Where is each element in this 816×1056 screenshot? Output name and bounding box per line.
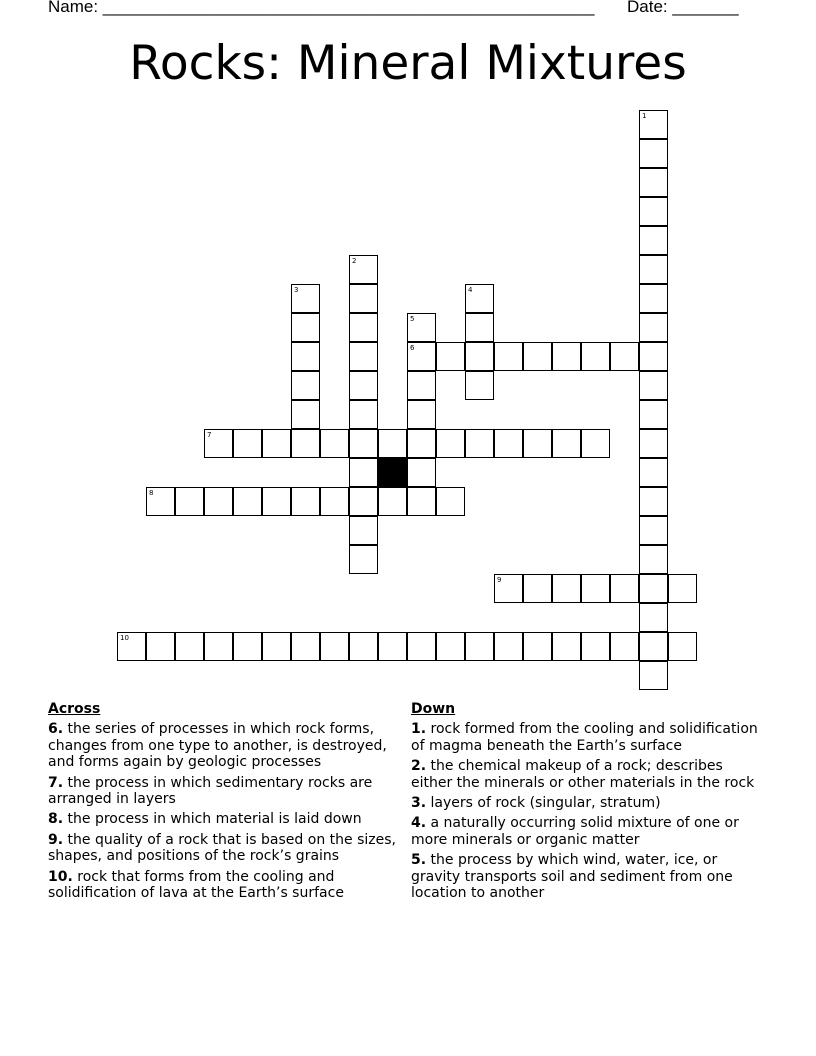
across-clue-text: the quality of a rock that is based on the sizes, shapes, and positions of the rock’s grains — [48, 831, 396, 865]
grid-cell[interactable] — [668, 574, 697, 603]
across-clue-number: 7. — [48, 774, 64, 791]
down-clues — [411, 701, 761, 905]
grid-cell[interactable] — [552, 632, 581, 661]
grid-cell[interactable] — [436, 632, 465, 661]
grid-cell[interactable] — [320, 487, 349, 516]
name-field: Name: ____________________________________________________ — [48, 0, 595, 16]
down-clue-number: 2. — [411, 758, 427, 775]
black-cell — [378, 458, 407, 487]
grid-cell[interactable] — [262, 487, 291, 516]
grid-cell[interactable] — [291, 313, 320, 342]
down-heading: Down — [411, 701, 456, 717]
across-clue — [48, 869, 398, 902]
across-clue-number: 10. — [48, 868, 73, 885]
grid-cell[interactable] — [349, 255, 378, 284]
grid-cell[interactable] — [465, 371, 494, 400]
grid-cell[interactable] — [581, 574, 610, 603]
grid-cell[interactable] — [581, 342, 610, 371]
grid-cell[interactable] — [407, 400, 436, 429]
clue-number: 10 — [120, 634, 129, 642]
grid-cell[interactable] — [378, 429, 407, 458]
grid-cell[interactable] — [436, 342, 465, 371]
grid-cell[interactable] — [639, 400, 668, 429]
grid-cell[interactable] — [581, 632, 610, 661]
grid-cell[interactable] — [233, 429, 262, 458]
grid-cell[interactable] — [639, 487, 668, 516]
grid-cell[interactable] — [552, 429, 581, 458]
grid-cell[interactable] — [349, 545, 378, 574]
across-clue-number: 6. — [48, 721, 64, 738]
grid-cell[interactable] — [465, 342, 494, 371]
down-clue-text: the chemical makeup of a rock; describes either the minerals or other materials in the rock — [411, 758, 755, 791]
grid-cell[interactable] — [436, 487, 465, 516]
grid-cell[interactable] — [204, 487, 233, 516]
grid-cell[interactable] — [291, 400, 320, 429]
clue-number: 4 — [468, 286, 473, 294]
down-clue — [411, 758, 761, 791]
grid-cell[interactable] — [349, 632, 378, 661]
down-clue-text: the process by which wind, water, ice, or gravity transports soil and sediment from one location to another — [411, 852, 733, 902]
grid-cell[interactable] — [291, 284, 320, 313]
across-clue-text: rock that forms from the cooling and solidification of lava at the Earth’s surface — [48, 868, 344, 902]
grid-cell[interactable] — [175, 632, 204, 661]
grid-cell[interactable] — [204, 632, 233, 661]
grid-cell[interactable] — [291, 429, 320, 458]
across-clue-text: the process in which material is laid down — [63, 811, 362, 828]
grid-cell[interactable] — [523, 632, 552, 661]
date-field: Date: _______ — [627, 0, 739, 16]
grid-cell[interactable] — [349, 313, 378, 342]
grid-cell[interactable] — [639, 632, 668, 661]
grid-cell[interactable] — [349, 429, 378, 458]
down-clue — [411, 852, 761, 901]
across-clue-text: the series of processes in which rock forms, changes from one type to another, is destroyed, and forms again by geologic processes — [48, 721, 387, 771]
grid-cell[interactable] — [349, 458, 378, 487]
grid-cell[interactable] — [639, 255, 668, 284]
down-clue-number: 4. — [411, 815, 427, 832]
down-clue-number: 5. — [411, 852, 427, 869]
grid-cell[interactable] — [639, 574, 668, 603]
down-clue-list — [411, 721, 761, 901]
grid-cell[interactable] — [523, 342, 552, 371]
grid-cell[interactable] — [639, 313, 668, 342]
down-clue — [411, 721, 761, 754]
grid-cell[interactable] — [639, 342, 668, 371]
grid-cell[interactable] — [494, 574, 523, 603]
grid-cell[interactable] — [465, 313, 494, 342]
grid-cell[interactable] — [291, 487, 320, 516]
grid-cell[interactable] — [639, 168, 668, 197]
grid-cell[interactable] — [494, 342, 523, 371]
grid-cell[interactable] — [436, 429, 465, 458]
clue-number: 6 — [410, 344, 415, 352]
grid-cell[interactable] — [378, 632, 407, 661]
grid-cell[interactable] — [639, 226, 668, 255]
grid-cell[interactable] — [146, 487, 175, 516]
grid-cell[interactable] — [349, 284, 378, 313]
down-clue-text: rock formed from the cooling and solidification of magma beneath the Earth’s surface — [411, 721, 758, 754]
grid-cell[interactable] — [117, 632, 146, 661]
grid-cell[interactable] — [262, 429, 291, 458]
grid-cell[interactable] — [465, 632, 494, 661]
grid-cell[interactable] — [349, 400, 378, 429]
grid-cell[interactable] — [407, 342, 436, 371]
across-clue-text: the process in which sedimentary rocks are arranged in layers — [48, 774, 373, 808]
grid-cell[interactable] — [233, 487, 262, 516]
clue-number: 3 — [294, 286, 299, 294]
grid-cell[interactable] — [639, 110, 668, 139]
grid-cell[interactable] — [523, 574, 552, 603]
grid-cell[interactable] — [494, 632, 523, 661]
grid-cell[interactable] — [407, 458, 436, 487]
across-clues — [48, 701, 398, 905]
grid-cell[interactable] — [610, 342, 639, 371]
grid-cell[interactable] — [610, 574, 639, 603]
down-clue — [411, 815, 761, 848]
grid-cell[interactable] — [639, 516, 668, 545]
grid-cell[interactable] — [204, 429, 233, 458]
grid-cell[interactable] — [407, 371, 436, 400]
grid-cell[interactable] — [639, 139, 668, 168]
grid-cell[interactable] — [407, 632, 436, 661]
grid-cell[interactable] — [378, 487, 407, 516]
clue-number: 9 — [497, 576, 502, 584]
down-clue-text: a naturally occurring solid mixture of one or more minerals or organic matter — [411, 815, 739, 848]
grid-cell[interactable] — [349, 516, 378, 545]
down-clue-text: layers of rock (singular, stratum) — [426, 795, 661, 812]
grid-cell[interactable] — [639, 603, 668, 632]
grid-cell[interactable] — [349, 342, 378, 371]
grid-cell[interactable] — [407, 429, 436, 458]
grid-cell[interactable] — [291, 371, 320, 400]
across-clue-number: 8. — [48, 811, 64, 828]
clue-number: 1 — [642, 112, 647, 120]
grid-cell[interactable] — [639, 284, 668, 313]
down-clue-number: 1. — [411, 721, 427, 738]
down-clue — [411, 795, 761, 811]
grid-cell[interactable] — [407, 487, 436, 516]
grid-cell[interactable] — [407, 313, 436, 342]
grid-cell[interactable] — [668, 632, 697, 661]
grid-cell[interactable] — [349, 371, 378, 400]
across-clue-number: 9. — [48, 831, 64, 848]
grid-cell[interactable] — [639, 545, 668, 574]
grid-cell[interactable] — [494, 429, 523, 458]
grid-cell[interactable] — [146, 632, 175, 661]
grid-cell[interactable] — [639, 371, 668, 400]
grid-cell[interactable] — [639, 661, 668, 690]
clue-number: 5 — [410, 315, 415, 323]
clue-number: 2 — [352, 257, 357, 265]
grid-cell[interactable] — [552, 342, 581, 371]
grid-cell[interactable] — [610, 632, 639, 661]
grid-cell[interactable] — [320, 632, 349, 661]
grid-cell[interactable] — [233, 632, 262, 661]
across-clue — [48, 721, 398, 770]
across-clue-list — [48, 721, 398, 901]
grid-cell[interactable] — [552, 574, 581, 603]
grid-cell[interactable] — [639, 197, 668, 226]
page-title: Rocks: Mineral Mixtures — [129, 36, 687, 91]
across-heading: Across — [48, 701, 101, 717]
grid-cell[interactable] — [262, 632, 291, 661]
across-clue — [48, 832, 398, 865]
clue-number: 7 — [207, 431, 212, 439]
grid-cell[interactable] — [349, 487, 378, 516]
grid-cell[interactable] — [465, 429, 494, 458]
grid-cell[interactable] — [291, 632, 320, 661]
grid-cell[interactable] — [581, 429, 610, 458]
across-clue — [48, 811, 398, 827]
down-clue-number: 3. — [411, 795, 427, 812]
across-clue — [48, 775, 398, 808]
grid-cell[interactable] — [639, 429, 668, 458]
grid-cell[interactable] — [291, 342, 320, 371]
grid-cell[interactable] — [523, 429, 552, 458]
grid-cell[interactable] — [320, 429, 349, 458]
clue-number: 8 — [149, 489, 154, 497]
grid-cell[interactable] — [175, 487, 204, 516]
grid-cell[interactable] — [639, 458, 668, 487]
grid-cell[interactable] — [465, 284, 494, 313]
